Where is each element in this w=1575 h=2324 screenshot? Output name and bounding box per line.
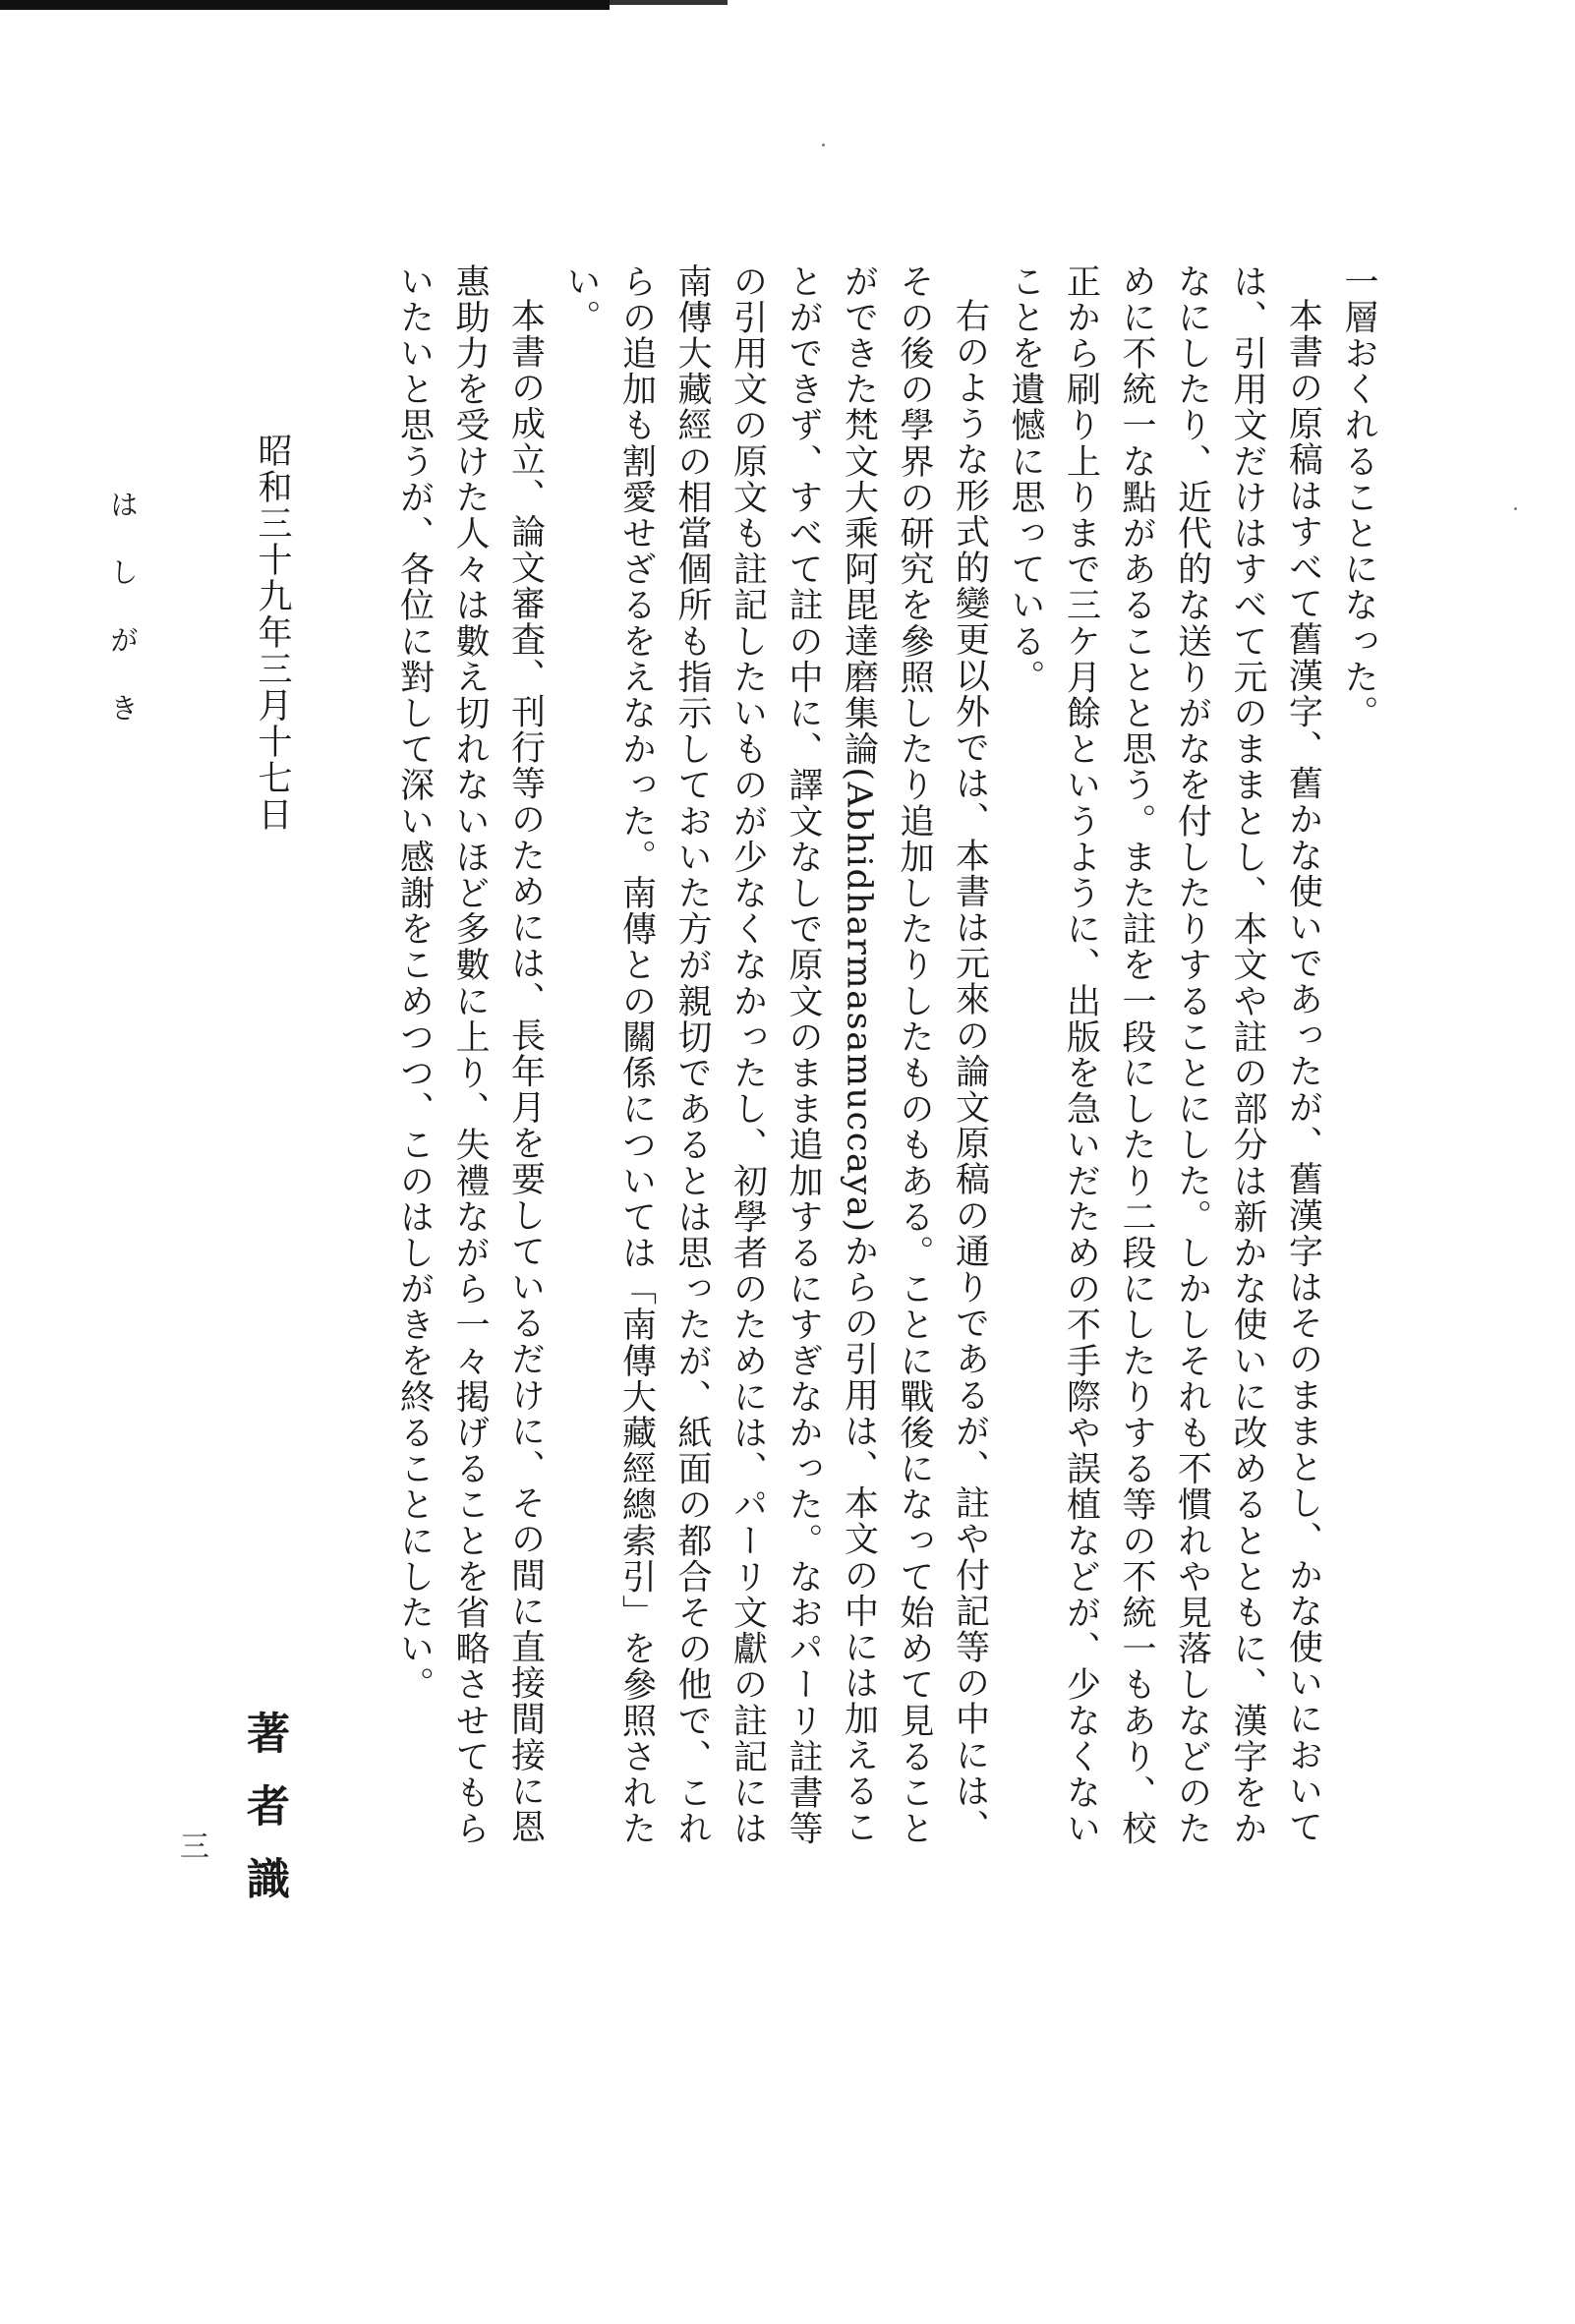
- preface-body: [295, 263, 1386, 1876]
- paragraph-3: 右のような形式的變更以外では、本書は元來の論文原稿の通りであるが、註や付記等の中には、その後の學界の研究を參照したり追加したりしたものもある。ことに戰後になって始めて見ることができた梵文大乘阿毘達磨集論(Abhidharmasamuccaya)からの引用は、本文の中には加えることができず、すべて註の中に、譯文なしで原文のまま追加するにすぎなかった。なおパーリ註書等の引用文の原文も註記したいものが少なくなかったし、初學者のためには、パーリ文獻の註記には南傳大藏經の相當個所も指示しておいた方が親切であるとは思ったが、紙面の都合その他で、これらの追加も割愛せざるをえなかった。南傳との關係については「南傳大藏經總索引」を參照されたい。: [561, 263, 990, 1847]
- scan-top-edge: [0, 0, 610, 10]
- paragraph-4: 本書の成立、論文審査、刊行等のためには、長年月を要しているだけに、その間に直接間接に恩惠助力を受けた人々は數え切れないほど多數に上り、失禮ながら一々掲げることを省略させてもらいたいと思うが、各位に對して深い感謝をこめつつ、このはしがきを終ることにしたい。: [394, 263, 546, 1847]
- page-number: 三: [174, 1830, 208, 1860]
- author-signature: 著者識: [239, 1711, 289, 1929]
- running-head: はしがき: [106, 490, 140, 761]
- scan-speck: [822, 144, 825, 146]
- paragraph-2: 本書の原稿はすべて舊漢字、舊かな使いであったが、舊漢字はそのままとし、かな使いにおいては、引用文だけはすべて元のままとし、本文や註の部分は新かな使いに改めるとともに、漢字をかなにしたり、近代的な送りがなを付したりすることにした。しかしそれも不慣れや見落しなどのために不統一な點があることと思う。また註を一段にしたり二段にしたりする等の不統一もあり、校正から刷り上りまで三ケ月餘というように、出版を急いだための不手際や誤植などが、少なくないことを遺憾に思っている。: [1006, 263, 1323, 1847]
- scan-top-edge-fade: [610, 0, 728, 5]
- paragraph-1: 一層おくれることになった。: [1339, 263, 1378, 731]
- date-line: 昭和三十九年三月十七日: [253, 433, 292, 833]
- scan-speck: [1514, 507, 1517, 510]
